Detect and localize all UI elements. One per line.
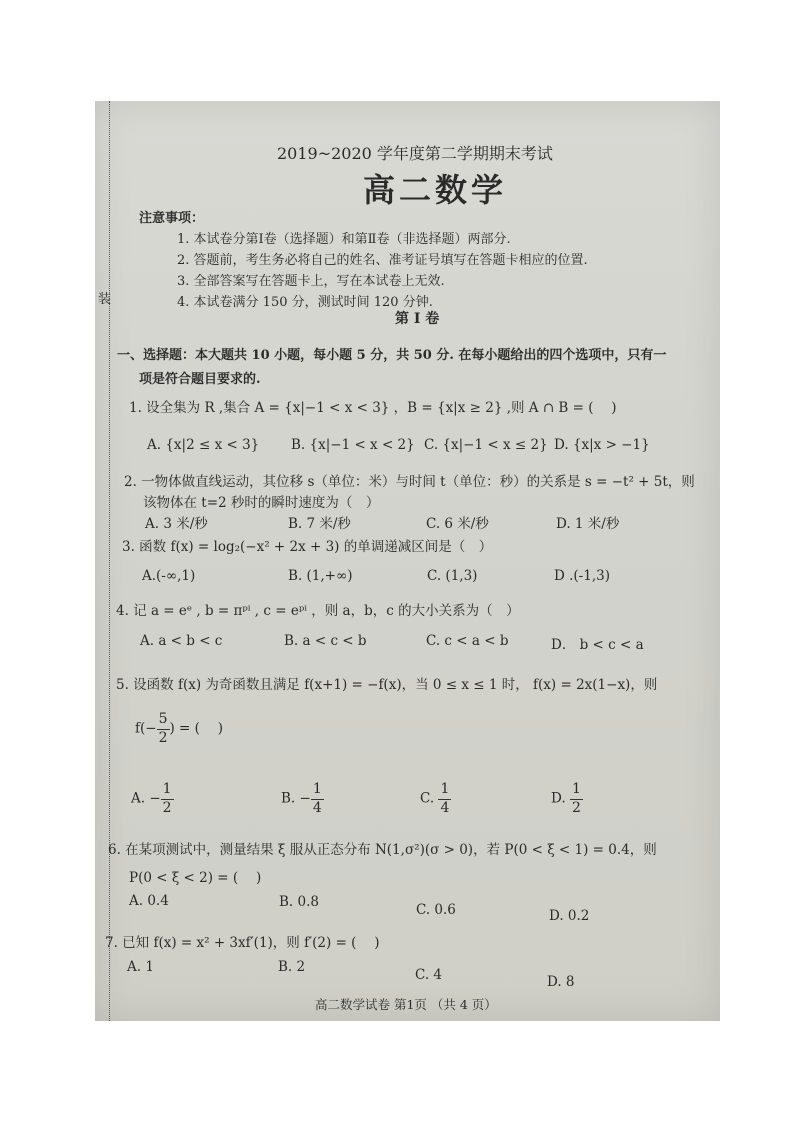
notice-item: 2. 答题前，考生务必将自己的姓名、准考证号填写在答题卡相应的位置. (177, 253, 588, 268)
question-2-stem-line-1: 2. 一物体做直线运动，其位移 s（单位：米）与时间 t（单位：秒）的关系是 s = −t² + 5t，则 (124, 474, 695, 490)
question-5-option-d: D. $\frac{1}{2}$ (551, 781, 581, 816)
question-2-option-d: D. 1 米/秒 (556, 516, 620, 532)
question-3-option-b: B. (1,+∞) (288, 568, 353, 584)
section-intro-line-2: 项是符合题目要求的. (139, 372, 261, 387)
question-6-option-b: B. 0.8 (279, 894, 319, 910)
binding-line (109, 101, 110, 1021)
question-7-option-b: B. 2 (278, 959, 306, 975)
question-5-stem-line-1: 5. 设函数 f(x) 为奇函数且满足 f(x+1) = −f(x)，当 0 ≤ x ≤ 1 时， f(x) = 2x(1−x)，则 (116, 677, 658, 693)
question-5-option-c: C. $\frac{1}{4}$ (420, 781, 450, 816)
fraction: $\frac{5}{2}$ (158, 711, 168, 746)
question-5-stem-line-2: f(− $\frac{5}{2}$ ) = ( ) (135, 711, 223, 746)
question-2-stem-line-2: 该物体在 t=2 秒时的瞬时速度为（ ） (143, 495, 380, 511)
question-2-option-b: B. 7 米/秒 (288, 516, 351, 532)
question-3-option-a: A.(-∞,1) (142, 568, 196, 584)
page-footer: 高二数学试卷 第1页 （共 4 页） (315, 997, 497, 1012)
question-1-option-c: C. {x|−1 < x ≤ 2} (424, 437, 548, 453)
part-title: 第 I 卷 (395, 311, 440, 327)
question-3-option-c: C. (1,3) (427, 568, 478, 584)
question-4-option-b: B. a < c < b (284, 633, 367, 649)
question-1-option-d: D. {x|x > −1} (554, 437, 650, 453)
exam-paper (95, 101, 720, 1021)
subject-title: 高二数学 (363, 171, 508, 209)
question-6-option-c: C. 0.6 (416, 902, 456, 918)
question-4-option-a: A. a < b < c (140, 633, 223, 649)
question-4-option-c: C. c < a < b (426, 633, 509, 649)
question-2-option-c: C. 6 米/秒 (426, 516, 489, 532)
question-7-stem: 7. 已知 f(x) = x² + 3xf′(1)，则 f′(2) = ( ) (105, 935, 380, 951)
notice-item: 4. 本试卷满分 150 分，测试时间 120 分钟. (177, 295, 433, 310)
question-1-stem: 1. 设全集为 R ,集合 A = {x|−1 < x < 3} ，B = {x|x ≥ 2} ,则 A ∩ B = ( ) (129, 400, 617, 416)
question-5-option-b: B. − $\frac{1}{4}$ (281, 781, 322, 816)
question-3-option-d: D .(-1,3) (554, 568, 610, 584)
notice-item: 1. 本试卷分第Ⅰ卷（选择题）和第Ⅱ卷（非选择题）两部分. (177, 232, 511, 247)
question-4-stem: 4. 记 a = eᵉ , b = πᵖⁱ , c = eᵖⁱ ，则 a，b，c 的大小关系为（ ） (116, 603, 520, 619)
question-5-option-a: A. − $\frac{1}{2}$ (131, 781, 172, 816)
exam-year-title: 2019~2020 学年度第二学期期末考试 (277, 144, 553, 163)
notice-header: 注意事项： (139, 211, 205, 226)
section-intro-line-1: 一、选择题：本大题共 10 小题，每小题 5 分，共 50 分. 在每小题给出的四个选项中，只有一 (117, 348, 667, 363)
question-7-option-d: D. 8 (547, 974, 575, 990)
question-1-option-a: A. {x|2 ≤ x < 3} (147, 437, 260, 453)
question-3-stem: 3. 函数 f(x) = log₂(−x² + 2x + 3) 的单调递减区间是（ ） (122, 539, 493, 555)
question-2-option-a: A. 3 米/秒 (145, 516, 208, 532)
question-7-option-c: C. 4 (415, 967, 443, 983)
question-6-option-a: A. 0.4 (129, 893, 169, 909)
question-6-stem-line-2: P(0 < ξ < 2) = ( ) (129, 870, 262, 886)
notice-item: 3. 全部答案写在答题卡上，写在本试卷上无效. (177, 274, 445, 289)
question-6-stem-line-1: 6. 在某项测试中，测量结果 ξ 服从正态分布 N(1,σ²)(σ > 0)，若 P(0 < ξ < 1) = 0.4，则 (108, 842, 657, 858)
question-6-option-d: D. 0.2 (549, 908, 590, 924)
question-1-option-b: B. {x|−1 < x < 2} (291, 437, 415, 453)
question-7-option-a: A. 1 (127, 959, 154, 975)
question-4-option-d: D． b < c < a (551, 637, 644, 653)
binding-mark: 装 (98, 292, 112, 307)
